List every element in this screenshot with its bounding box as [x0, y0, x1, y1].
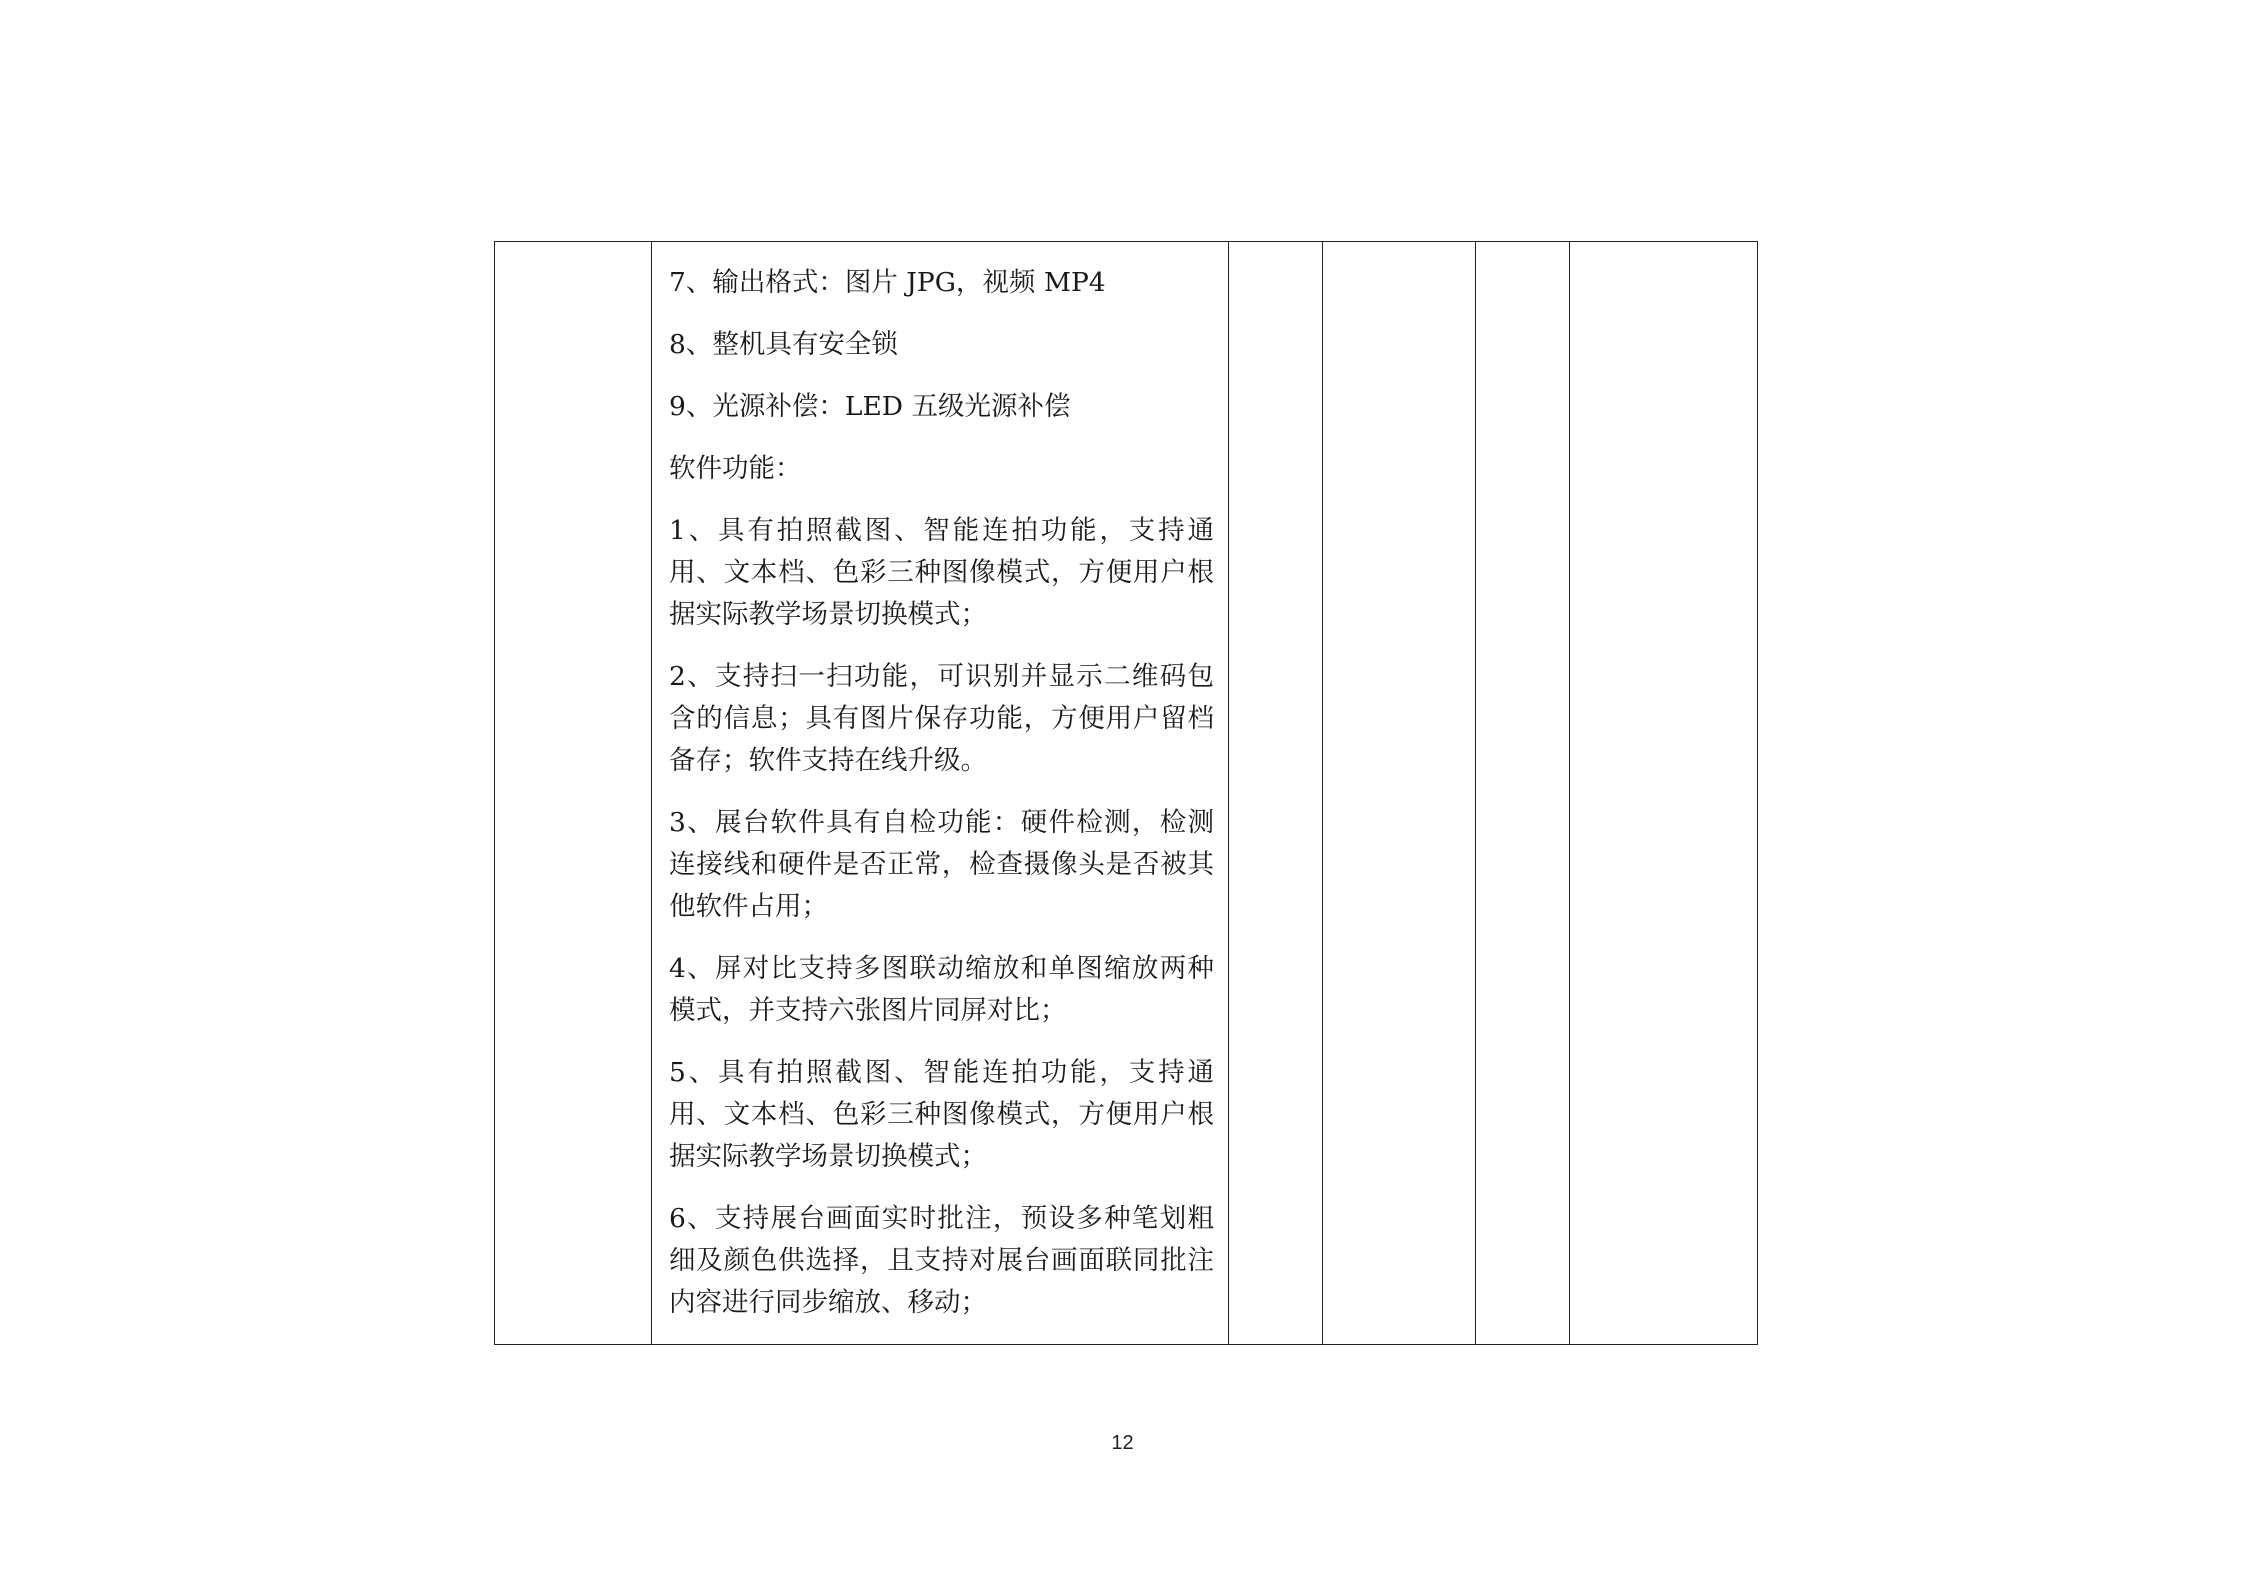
spec-paragraph: 1、具有拍照截图、智能连拍功能，支持通用、文本档、色彩三种图像模式，方便用户根据实际教学场景切换模式； [669, 515, 1214, 630]
spec-paragraph: 6、支持展台画面实时批注，预设多种笔划粗细及颜色供选择，且支持对展台画面联同批注内容进行同步缩放、移动； [669, 1203, 1214, 1318]
spec-table [494, 241, 1758, 1345]
spec-paragraph: 8、整机具有安全锁 [669, 329, 898, 360]
spec-paragraph: 软件功能： [669, 453, 802, 484]
spec-paragraph: 5、具有拍照截图、智能连拍功能，支持通用、文本档、色彩三种图像模式，方便用户根据实际教学场景切换模式； [669, 1057, 1214, 1172]
spec-paragraph: 2、支持扫一扫功能，可识别并显示二维码包含的信息；具有图片保存功能，方便用户留档备存；软件支持在线升级。 [669, 661, 1214, 776]
table-cell-empty [495, 242, 652, 1345]
table-row [495, 242, 1758, 1345]
spec-paragraph: 9、光源补偿：LED 五级光源补偿 [669, 391, 1071, 422]
spec-cell [652, 242, 1229, 1345]
spec-paragraph: 7、输出格式：图片 JPG，视频 MP4 [669, 267, 1106, 298]
spec-paragraph: 4、屏对比支持多图联动缩放和单图缩放两种模式，并支持六张图片同屏对比； [669, 953, 1214, 1026]
spec-paragraph: 3、展台软件具有自检功能：硬件检测，检测连接线和硬件是否正常，检查摄像头是否被其他软件占用； [669, 807, 1214, 922]
table-cell-empty [1476, 242, 1570, 1345]
table-cell-empty [1323, 242, 1476, 1345]
table-cell-empty [1570, 242, 1758, 1345]
page-number: 12 [1111, 1432, 1134, 1454]
table-cell-empty [1229, 242, 1323, 1345]
